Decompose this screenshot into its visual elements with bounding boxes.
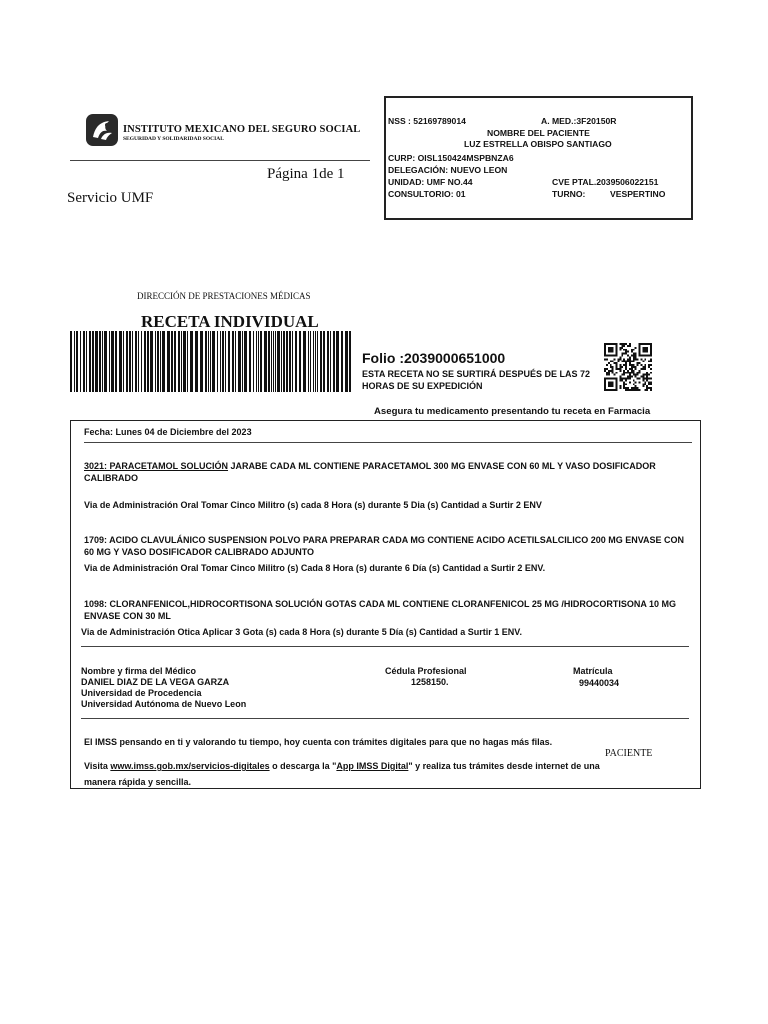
patient-info-box	[384, 96, 693, 220]
imss-services-link[interactable]: www.imss.gob.mx/servicios-digitales	[110, 761, 270, 771]
doctor-name: DANIEL DIAZ DE LA VEGA GARZA	[81, 677, 230, 687]
patient-name: LUZ ESTRELLA OBISPO SANTIAGO	[464, 139, 612, 149]
university: Universidad Autónoma de Nuevo Leon	[81, 699, 247, 709]
office: CONSULTORIO: 01	[388, 189, 466, 199]
medication-code: 3021: PARACETAMOL SOLUCIÓN	[84, 461, 229, 471]
cve-ptal: CVE PTAL.2039506022151	[552, 177, 659, 187]
barcode-icon	[70, 331, 352, 392]
university-label: Universidad de Procedencia	[81, 688, 202, 698]
doctor-name-label: Nombre y firma del Médico	[81, 666, 197, 676]
imss-eagle-logo-icon	[85, 113, 119, 147]
digital-services-message: El IMSS pensando en ti y valorando tu tiempo, hoy cuenta con trámites digitales para que no hagas más filas.	[84, 737, 553, 747]
enrollment-number: 99440034	[579, 678, 620, 688]
institution-tagline: SEGURIDAD Y SOLIDARIDAD SOCIAL	[123, 136, 224, 142]
imss-logo	[85, 113, 361, 149]
items-divider	[81, 646, 689, 647]
visit-prefix: Visita	[84, 761, 111, 771]
unit: UNIDAD: UMF NO.44	[388, 177, 473, 187]
shift-label: TURNO:	[552, 189, 586, 199]
prescription-title: RECETA INDIVIDUAL	[141, 312, 319, 331]
copy-label: PACIENTE	[605, 748, 653, 759]
directorate: DIRECCIÓN DE PRESTACIONES MÉDICAS	[137, 291, 311, 301]
medication-instructions: Via de Administración Oral Tomar Cinco Militro (s) cada 8 Hora (s) durante 5 Dia (s) Cantidad a Surtir 2 ENV	[84, 500, 542, 510]
license-number: 1258150.	[411, 677, 449, 687]
digital-services-visit	[84, 760, 684, 772]
service-label: Servicio UMF	[67, 190, 154, 206]
medication-item	[84, 460, 684, 484]
curp: CURP: OISL150424MSPBNZA6	[388, 153, 514, 163]
doctor-divider	[81, 718, 689, 719]
patient-name-label: NOMBRE DEL PACIENTE	[487, 128, 590, 138]
enrollment-label: Matrícula	[573, 666, 613, 676]
imss-app-link[interactable]: App IMSS Digital	[336, 761, 409, 771]
qr-code-icon	[604, 343, 652, 391]
medical-id: A. MED.:3F20150R	[541, 116, 617, 126]
digital-services-end: manera rápida y sencilla.	[84, 777, 192, 787]
medication-instructions: Via de Administración Otica Aplicar 3 Gota (s) cada 8 Hora (s) durante 5 Día (s) Cantidad a Surtir 1 ENV.	[81, 627, 522, 637]
prescription-box	[70, 420, 701, 789]
validity-notice: ESTA RECETA NO SE SURTIRÁ DESPUÉS DE LAS 72 HORAS DE SU EXPEDICIÓN	[362, 369, 591, 391]
institution-name: INSTITUTO MEXICANO DEL SEGURO SOCIAL	[123, 124, 361, 135]
medication-instructions: Via de Administración Oral Tomar Cinco Militro (s) Cada 8 Hora (s) durante 6 Día (s) Cantidad a Surtir 2 ENV.	[84, 563, 546, 573]
shift: VESPERTINO	[610, 189, 666, 199]
prescription-date: Fecha: Lunes 04 de Diciembre del 2023	[84, 427, 252, 437]
date-divider	[84, 442, 692, 443]
folio-number: Folio :2039000651000	[362, 350, 506, 366]
visit-suffix: " y realiza tus trámites desde internet de una	[408, 761, 600, 771]
medication-description: JARABE CADA ML CONTIENE PARACETAMOL 300 MG ENVASE CON 60 ML Y VASO DOSIFICADOR CALIBRADO	[84, 461, 656, 483]
nss: NSS : 52169789014	[388, 116, 466, 126]
header-divider	[70, 160, 370, 161]
visit-mid: o descarga la "	[269, 761, 337, 771]
medication-item: 1098: CLORANFENICOL,HIDROCORTISONA SOLUCIÓN GOTAS CADA ML CONTIENE CLORANFENICOL 25 MG /HIDROCORTISONA 10 MG ENVASE CON 30 ML	[84, 599, 677, 621]
medication-item: 1709: ACIDO CLAVULÁNICO SUSPENSION POLVO PARA PREPARAR CADA MG CONTIENE ACIDO ACETILSALCILICO 200 MG ENVASE CON 60 MG Y VASO DOSIFICADOR CALIBRADO ADJUNTO	[84, 535, 685, 557]
license-label: Cédula Profesional	[385, 666, 467, 676]
pharmacy-note: Asegura tu medicamento presentando tu receta en Farmacia	[374, 406, 651, 417]
delegation: DELEGACIÓN: NUEVO LEON	[388, 165, 508, 175]
page-number: Página 1de 1	[267, 166, 345, 182]
